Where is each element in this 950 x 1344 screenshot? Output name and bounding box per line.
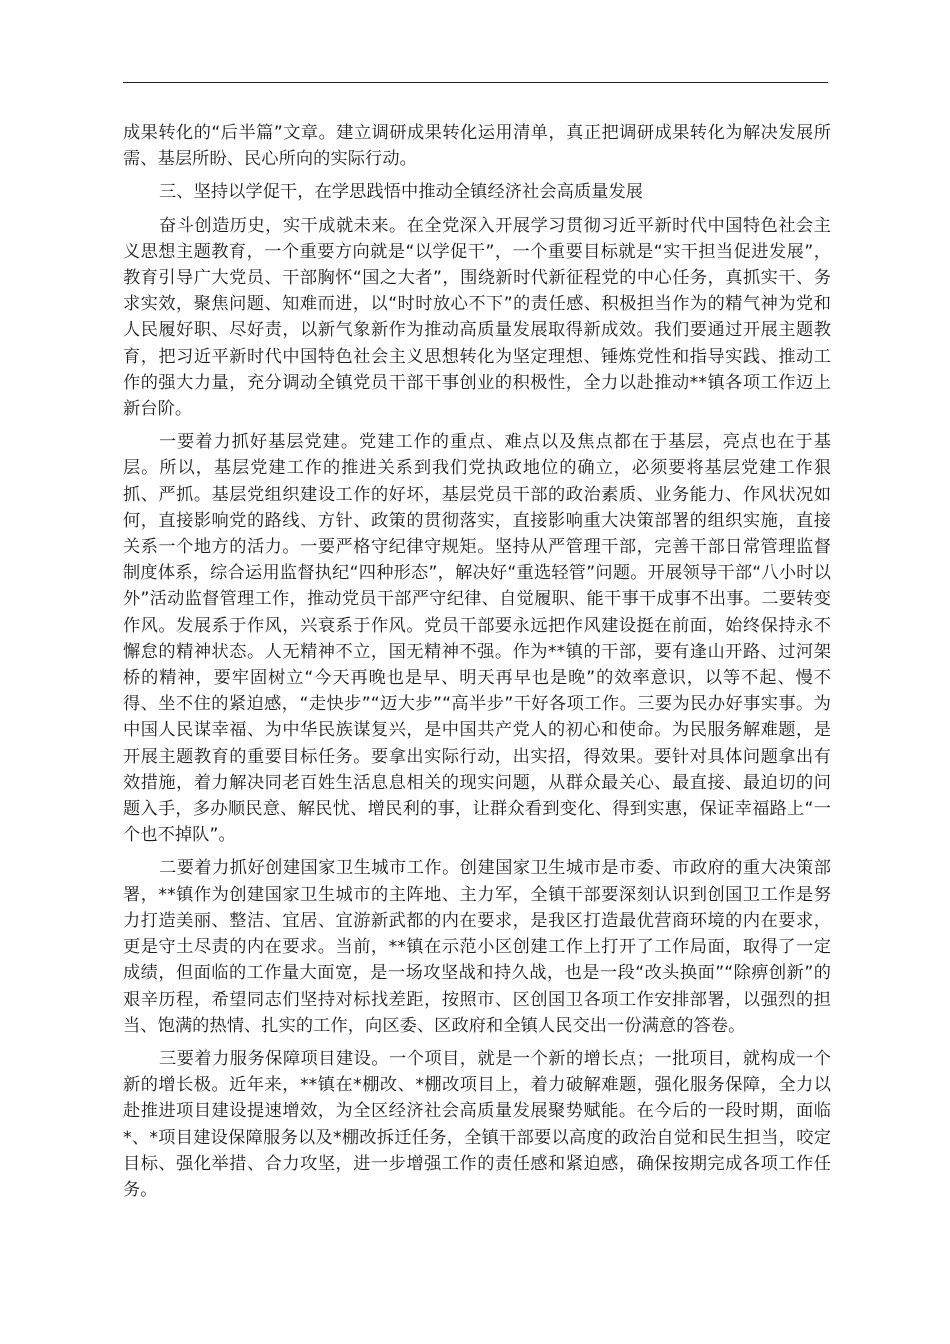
paragraph-continuation: 成果转化的“后半篇”文章。建立调研成果转化运用清单，真正把调研成果转化为解决发展所需、基层所盼、民心所向的实际行动。	[123, 123, 831, 170]
document-body	[123, 120, 831, 1210]
paragraph-project-construction: 三要着力服务保障项目建设。一个项目，就是一个新的增长点；一批项目，就构成一个新的增长极。近年来，**镇在*棚改、*棚改项目上，着力破解难题，强化服务保障，全力以赴推进项目建设提速增效，为全区经济社会高质量发展聚势赋能。在今后的一段时期，面临*、*项目建设保障服务以及*棚改拆迁任务，全镇干部要以高度的政治自觉和民生担当，咬定目标、强化举措、合力攻坚，进一步增强工作的责任感和紧迫感，确保按期完成各项工作任务。	[123, 1048, 831, 1200]
paragraph-sanitary-city: 二要着力抓好创建国家卫生城市工作。创建国家卫生城市是市委、市政府的重大决策部署，**镇作为创建国家卫生城市的主阵地、主力军，全镇干部要深刻认识到创国卫工作是努力打造美丽、整洁、宜居、宜游新武都的内在要求，是我区打造最优营商环境的内在要求，更是守土尽责的内在要求。当前，**镇在示范小区创建工作上打开了工作局面，取得了一定成绩，但面临的工作量大面宽，是一场攻坚战和持久战，也是一段“改头换面”“除痹创新”的艰辛历程，希望同志们坚持对标找差距，按照市、区创国卫各项工作安排部署，以强烈的担当、饱满的热情、扎实的工作，向区委、区政府和全镇人民交出一份满意的答卷。	[123, 858, 831, 1036]
section-heading: 三、坚持以学促干，在学思践悟中推动全镇经济社会高质量发展	[159, 182, 644, 203]
paragraph-intro: 奋斗创造历史，实干成就未来。在全党深入开展学习贯彻习近平新时代中国特色社会主义思想主题教育，一个重要方向就是“以学促干”，一个重要目标就是“实干担当促进发展”，教育引导广大党员、干部胸怀“国之大者”，围绕新时代新征程党的中心任务，真抓实干、务求实效，聚焦问题、知难而进，以“时时放心不下”的责任感、积极担当作为的精气神为党和人民履好职、尽好责，以新气象新作为推动高质量发展取得新成效。我们要通过开展主题教育，把习近平新时代中国特色社会主义思想转化为坚定理想、锤炼党性和指导实践、推动工作的强大力量，充分调动全镇党员干部干事创业的积极性，全力以赴推动**镇各项工作迈上新台阶。	[123, 215, 831, 420]
header-rule	[123, 82, 828, 83]
paragraph-party-building: 一要着力抓好基层党建。党建工作的重点、难点以及焦点都在于基层，亮点也在于基层。所以，基层党建工作的推进关系到我们党执政地位的确立，必须要将基层党建工作狠抓、严抓。基层党组织建设工作的好坏，基层党员干部的政治素质、业务能力、作风状况如何，直接影响党的路线、方针、政策的贯彻落实，直接影响重大决策部署的组织实施，直接关系一个地方的活力。一要严格守纪律守规矩。坚持从严管理干部，完善干部日常管理监督制度体系，综合运用监督执纪“四种形态”，解决好“重选轻管”问题。开展领导干部“八小时以外”活动监督管理工作，推动党员干部严守纪律、自觉履职、能干事干成事不出事。二要转变作风。发展系于作风，兴衰系于作风。党员干部要永远把作风建设挺在前面，始终保持永不懈怠的精神状态。人无精神不立，国无精神不强。作为**镇的干部，要有逢山开路、过河架桥的精神，要牢固树立“今天再晚也是早、明天再早也是晚”的效率意识，以等不起、慢不得、坐不住的紧迫感，“走快步”“迈大步”“高半步”干好各项工作。三要为民办好事实事。为中国人民谋幸福、为中华民族谋复兴，是中国共产党人的初心和使命。为民服务解难题，是开展主题教育的重要目标任务。要拿出实际行动，出实招，得效果。要针对具体问题拿出有效措施，着力解决同老百姓生活息息相关的现实问题，从群众最关心、最直接、最迫切的问题入手，多办顺民意、解民忧、增民利的事，让群众看到变化、得到实惠，保证幸福路上“一个也不掉队”。	[123, 432, 831, 846]
